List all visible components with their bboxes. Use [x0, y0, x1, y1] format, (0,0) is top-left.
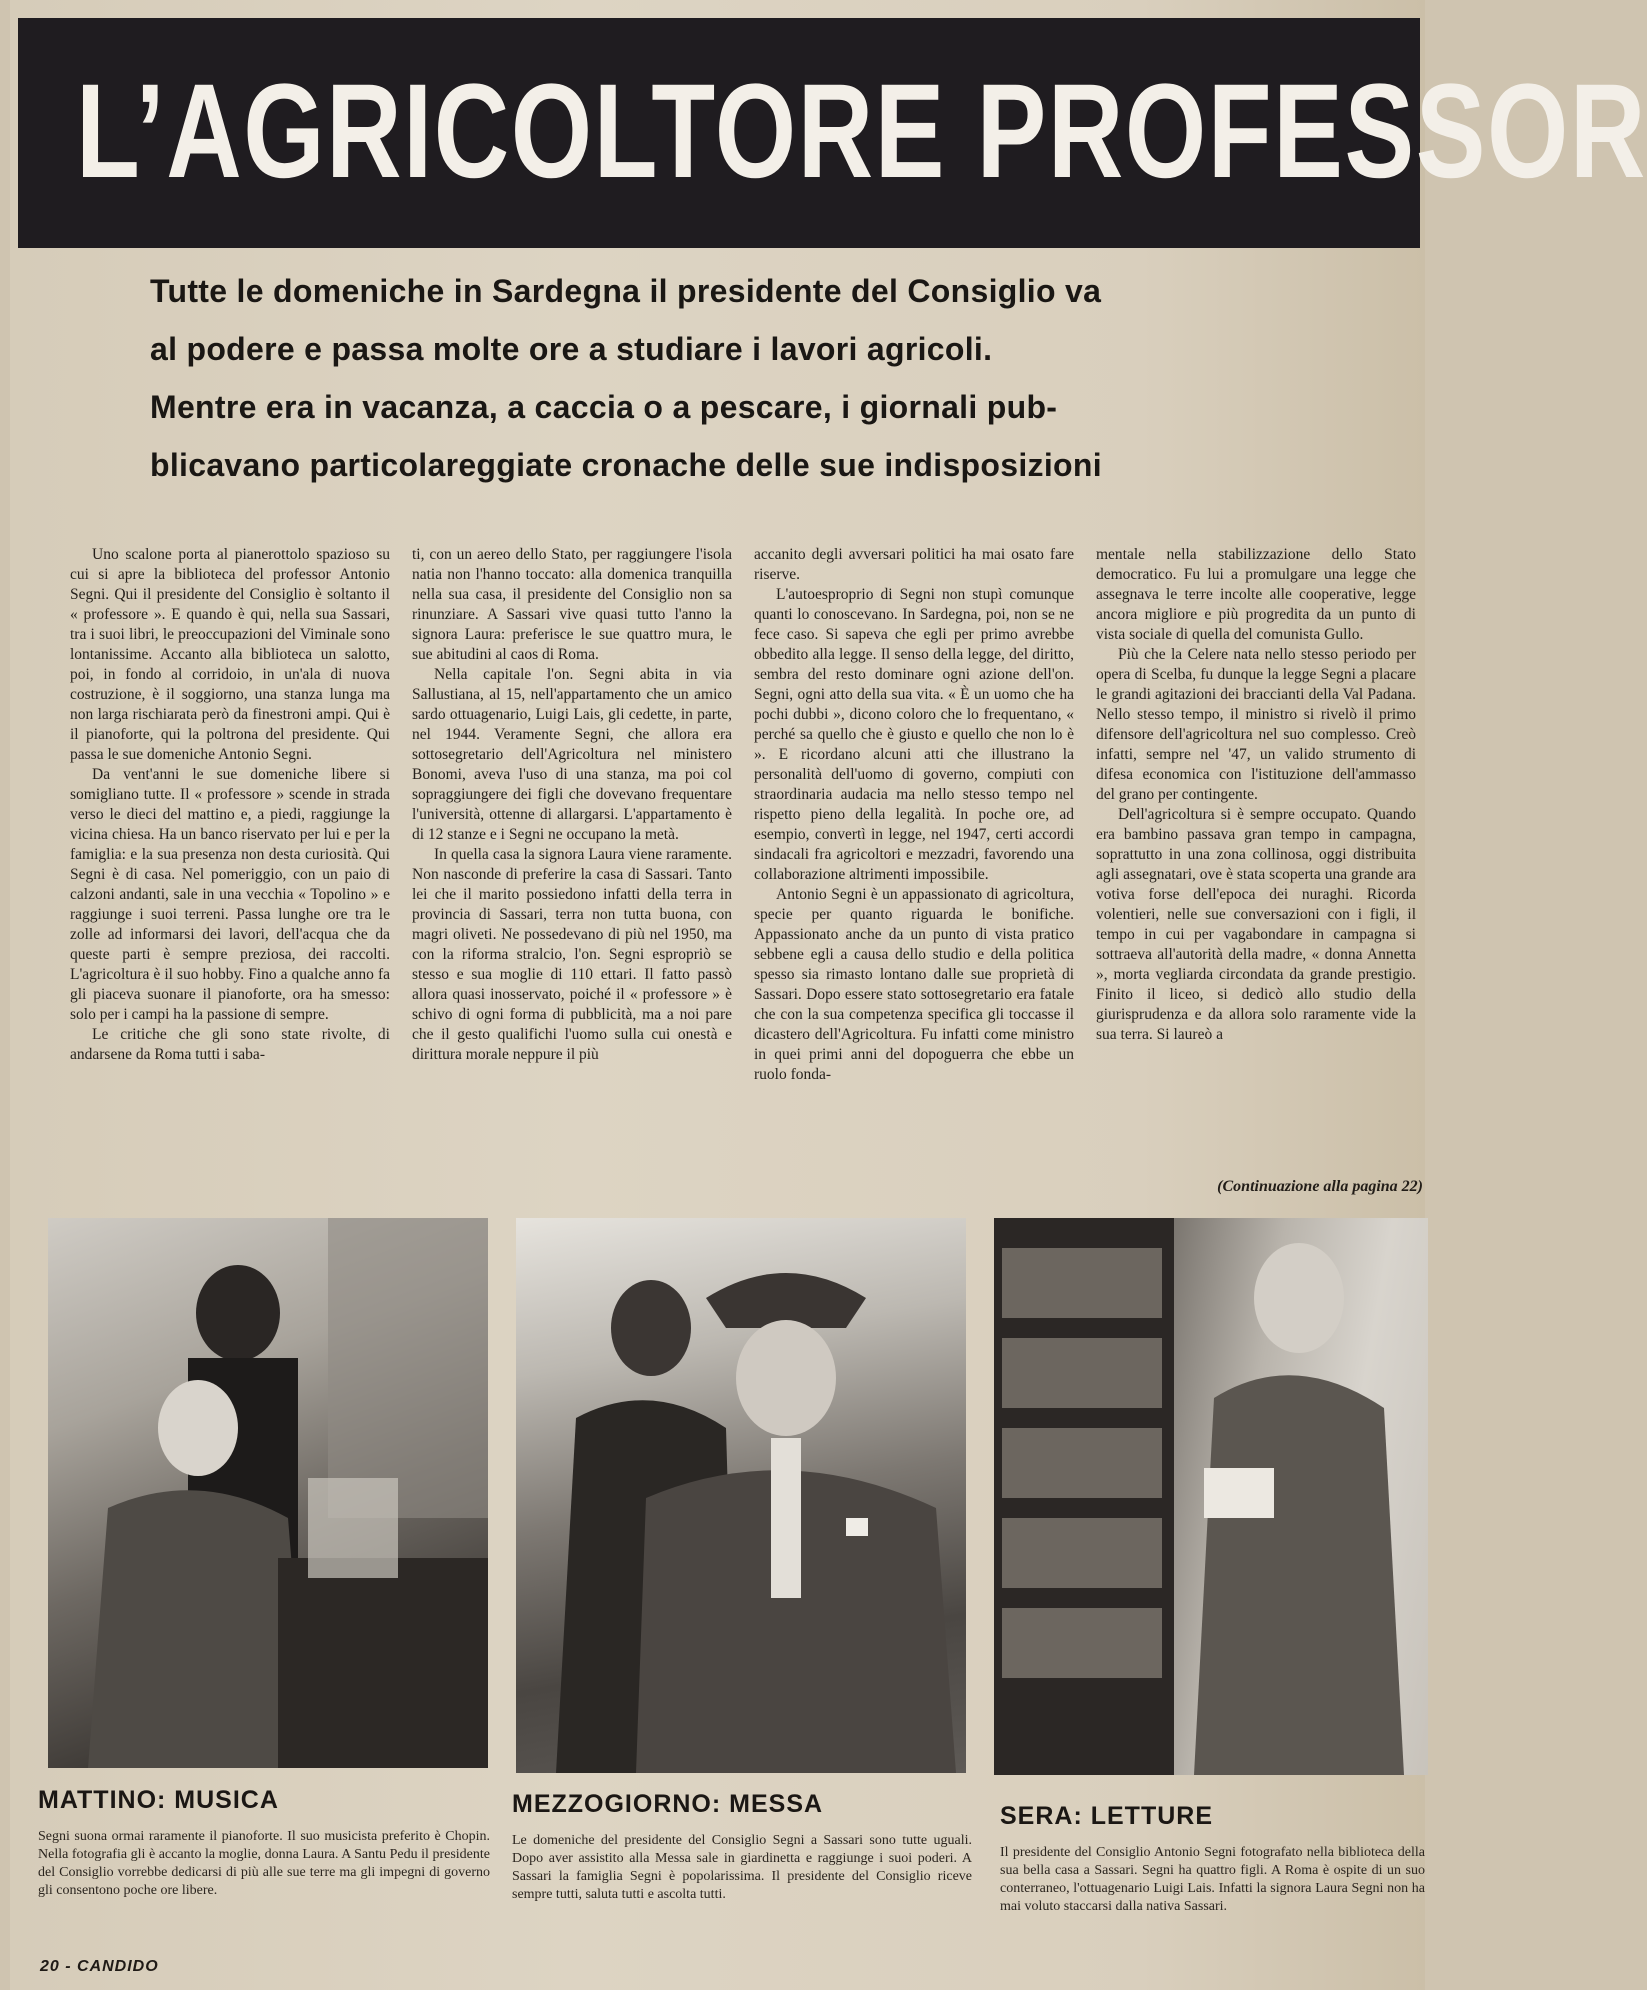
- caption-title: SERA: LETTURE: [1000, 1802, 1213, 1830]
- caption-title: MEZZOGIORNO: MESSA: [512, 1790, 824, 1818]
- caption-text: Le domeniche del presidente del Consiglio Segni a Sassari sono tutte uguali. Dopo aver assistito alla Messa sale in giardinetta e raggiunge i suoi poderi. A Sassari la famiglia Segni è popolarissima. Il presidente del Consiglio riceve sempre tutti, saluta tutti e ascolta tutti.: [512, 1833, 972, 1902]
- photo-piano: [48, 1218, 488, 1768]
- headline: L’AGRICOLTORE PROFESSOR: [76, 57, 1647, 206]
- paragraph: mentale nella stabilizzazione dello Stato democratico. Fu lui a promulgare una legge che assegnava le terre incolte alle cooperative, legge ancora migliore e più progredita da un punto di vista sociale di quella del comunista Gullo.: [1096, 546, 1416, 643]
- paragraph: L'autoesproprio di Segni non stupì comunque quanti lo conoscevano. In Sardegna, poi, non se ne fece caso. Si sapeva che egli per primo avrebbe obbedito alla legge. Il senso della legge, del diritto, sembra del resto dominare ogni azione dell'on. Segni, ogni atto della sua vita. « È un uomo che ha pochi dubbi », dicono coloro che lo frequentano, « perché sa quello che è giusto e quello che non lo è ». E ricordano alcuni atti che illustrano la personalità dell'uomo di governo, compiuti con straordinaria audacia ma nello stesso tempo nel rispetto pieno della legalità. In poche ore, ad esempio, convertì in legge, nel 1947, certi accordi sindacali fra agricoltori e mezzadri, favorendo una collaborazione altrimenti impossibile.: [754, 586, 1074, 883]
- paragraph: Le critiche che gli sono state rivolte, di andarsene da Roma tutti i saba-: [70, 1026, 390, 1063]
- paragraph: Più che la Celere nata nello stesso periodo per opera di Scelba, fu dunque la legge Segni a placare le grandi agitazioni dei braccianti della Val Padana. Nello stesso tempo, il ministro si rivelò il primo difensore dell'agricoltura nel suo complesso. Creò infatti, sempre nel '47, un valido strumento di difesa economica con l'istituzione dell'ammasso del grano per contingente.: [1096, 646, 1416, 803]
- standfirst-line: Tutte le domeniche in Sardegna il presidente del Consiglio va: [150, 273, 1102, 309]
- mass-scene-illustration: [516, 1218, 966, 1773]
- continuation-note: (Continuazione alla pagina 22): [1217, 1178, 1423, 1195]
- paragraph: Uno scalone porta al pianerottolo spazioso su cui si apre la biblioteca del professor Antonio Segni. Qui il presidente del Consiglio è soltanto il « professore ». E quando è qui, nella sua Sassari, tra i suoi libri, le preoccupazioni del Viminale sono lontanissime. Accanto alla biblioteca un salotto, poi, in fondo al corridoio, in un'ala di nuova costruzione, è il soggiorno, una stanza lunga ma non larga rischiarata però da finestroni ampi. Qui è il pianoforte, qui la poltrona del presidente. Qui passa le sue domeniche Antonio Segni.: [70, 546, 390, 763]
- article-column-1: [70, 545, 390, 1195]
- article-column-2: [412, 545, 732, 1195]
- library-scene-illustration: [994, 1218, 1428, 1775]
- paragraph: Nella capitale l'on. Segni abita in via Sallustiana, al 15, nell'appartamento che un amico sardo ottuagenario, Luigi Lais, gli cedette, in parte, nel 1944. Veramente Segni, che allora era sottosegretario dell'Agricoltura nel ministero Bonomi, aveva l'uso di una stanza, ma poi col sopraggiungere dei figli che dovevano frequentare l'università, ottenne di allargarsi. L'appartamento è di 12 stanze e i Segni ne occupano la metà.: [412, 666, 732, 843]
- paragraph: Da vent'anni le sue domeniche libere si somigliano tutte. Il « professore » scende in strada verso le dieci del mattino e, a piedi, raggiunge la vicina chiesa. Ha un banco riservato per lui e per la famiglia: e la sua presenza non desta curiosità. Qui Segni è di casa. Nel pomeriggio, con un paio di calzoni andanti, sale in una vecchia « Topolino » e raggiunge i suoi terreni. Passa lunghe ore tra le zolle ad informarsi dei lavori, dell'acqua che da queste parti è sempre preziosa, dei raccolti. L'agricoltura è il suo hobby. Fino a qualche anno fa gli piaceva suonare il pianoforte, ora ha smesso: solo per i campi ha la passione di sempre.: [70, 766, 390, 1023]
- article-column-4: [1096, 545, 1416, 1195]
- standfirst-line: al podere e passa molte ore a studiare i lavori agricoli.: [150, 331, 993, 367]
- page-footer: 20 - CANDIDO: [40, 1958, 159, 1975]
- piano-scene-illustration: [48, 1218, 488, 1768]
- caption-title: MATTINO: MUSICA: [38, 1786, 279, 1814]
- standfirst-line: blicavano particolareggiate cronache delle sue indisposizioni: [150, 447, 1102, 483]
- article-column-3: [754, 545, 1074, 1195]
- caption-text: Segni suona ormai raramente il pianoforte. Il suo musicista preferito è Chopin. Nella fotografia gli è accanto la moglie, donna Laura. A Santu Pedu il presidente del Consiglio vorrebbe dedicarsi di più alle sue terre ma gli impegni di governo gli consentono poche ore libere.: [38, 1829, 490, 1898]
- caption-text: Il presidente del Consiglio Antonio Segni fotografato nella biblioteca della sua bella casa a Sassari. Segni ha quattro figli. A Roma è ospite di un suo conterraneo, l'ottuagenario Luigi Lais. Infatti la signora Laura Segni non ha mai voluto staccarsi dalla nativa Sassari.: [1000, 1845, 1425, 1914]
- paragraph: Antonio Segni è un appassionato di agricoltura, specie per quanto riguarda le bonifiche. Appassionato anche da un punto di vista pratico sebbene egli a causa dello studio e della politica spesso sia rimasto lontano dalle sue proprietà di Sassari. Dopo essere stato sottosegretario era fatale che con la sua competenza specifica gli toccasse il dicastero dell'Agricoltura. Fu infatti come ministro in quei primi anni del dopoguerra che ebbe un ruolo fonda-: [754, 886, 1074, 1083]
- title-banner: [18, 18, 1647, 248]
- article-body: [70, 545, 1430, 1195]
- photo-strip: [48, 1218, 1428, 1768]
- paragraph: In quella casa la signora Laura viene raramente. Non nasconde di preferire la casa di Sassari. Tanto lei che il marito possiedono infatti della terra in provincia di Sassari, terra non tutta buona, con magri oliveti. Ne possedevano di più nel 1950, ma con la riforma stralcio, l'on. Segni espropriò se stesso e sua moglie di 110 ettari. Il fatto passò allora quasi inosservato, poiché il « professore » è schivo di ogni forma di pubblicità, ma a noi pare che il gesto qualifichi l'uomo sulla cui onestà e dirittura morale neppure il più: [412, 846, 732, 1063]
- paragraph: ti, con un aereo dello Stato, per raggiungere l'isola natia non l'hanno toccato: alla domenica tranquilla nella sua casa, il presidente del Consiglio non sa rinunziare. A Sassari vive quasi tutto l'anno la signora Laura: preferisce le sue quattro mura, le sue abitudini al caos di Roma.: [412, 546, 732, 663]
- photo-library: [994, 1218, 1428, 1775]
- paragraph: accanito degli avversari politici ha mai osato fare riserve.: [754, 546, 1074, 583]
- standfirst-line: Mentre era in vacanza, a caccia o a pescare, i giornali pub-: [150, 389, 1058, 425]
- standfirst: [150, 262, 1350, 494]
- paragraph: Dell'agricoltura si è sempre occupato. Quando era bambino passava gran tempo in campagna, soprattutto in una zona collinosa, oggi distribuita agli assegnatari, ove è stata scoperta una grande ara votiva forse dell'epoca dei nuraghi. Ricorda volentieri, nelle sue conversazioni con i figli, il tempo in cui per vagabondare in campagna si sottraeva all'autorità della madre, « donna Annetta », morta vegliarda circondata da grande prestigio. Finito il liceo, si dedicò allo studio della giurisprudenza e da allora solo raramente vide la sua terra. Si laureò a: [1096, 806, 1416, 1043]
- photo-mass: [516, 1218, 966, 1773]
